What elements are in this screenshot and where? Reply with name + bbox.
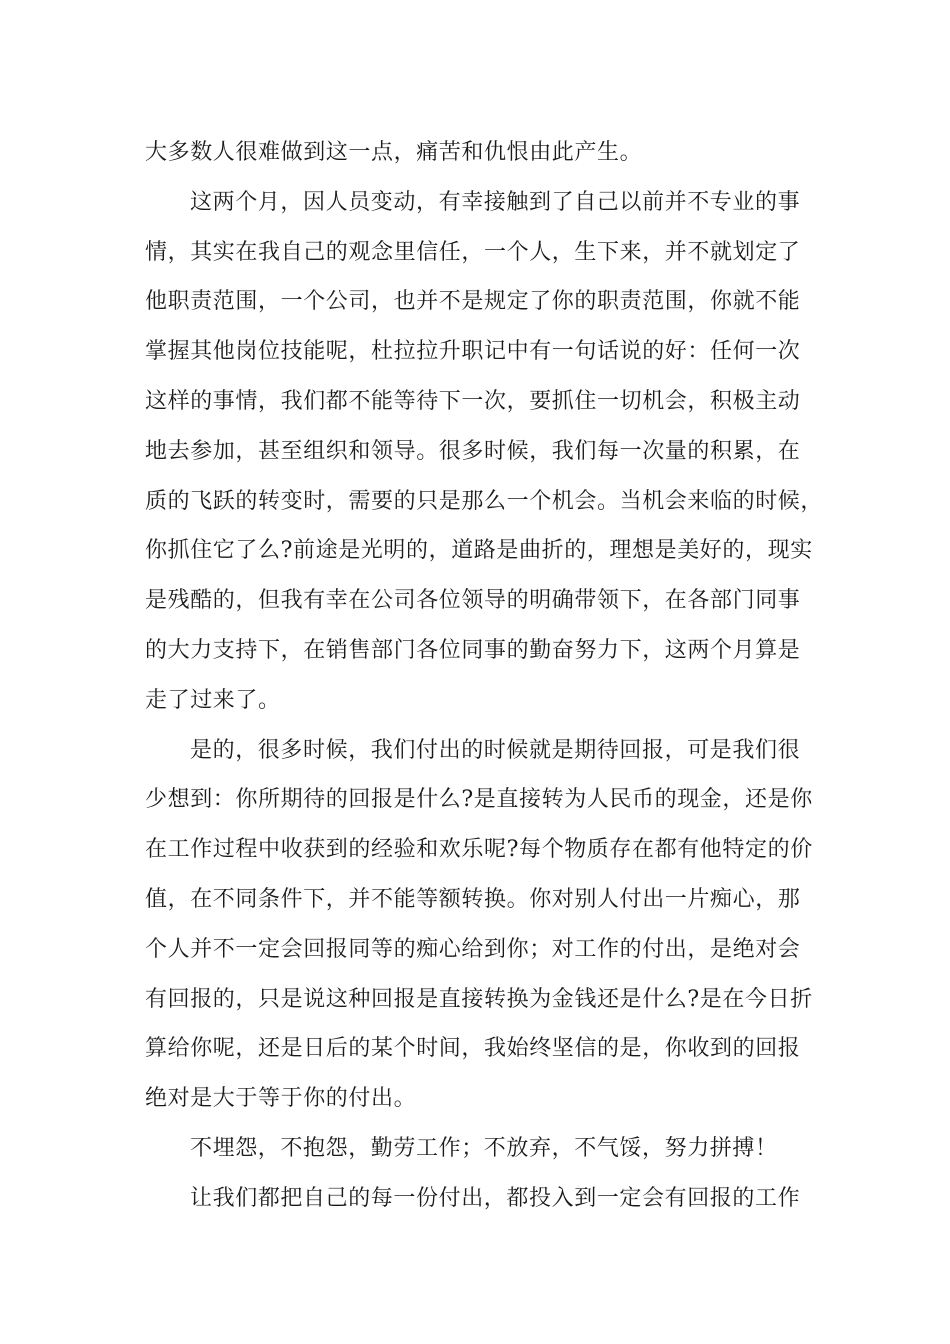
text-line: 走了过来了。 [145, 687, 281, 713]
text-line: 不埋怨，不抱怨，勤劳工作；不放弃，不气馁，努力拼搏！ [190, 1135, 778, 1161]
text-line: 绝对是大于等于你的付出。 [145, 1086, 417, 1112]
document-body [145, 128, 825, 1224]
text-line: 让我们都把自己的每一份付出，都投入到一定会有回报的工作 [190, 1185, 801, 1211]
text-line: 是残酷的，但我有幸在公司各位领导的明确带领下，在各部门同事 [145, 588, 801, 614]
text-line: 算给你呢，还是日后的某个时间，我始终坚信的是，你收到的回报 [145, 1036, 801, 1062]
text-line: 地去参加，甚至组织和领导。很多时候，我们每一次量的积累，在 [145, 438, 801, 464]
text-line: 是的，很多时候，我们付出的时候就是期待回报，可是我们很 [190, 737, 801, 763]
text-line: 大多数人很难做到这一点，痛苦和仇恨由此产生。 [145, 140, 643, 165]
text-line: 有回报的，只是说这种回报是直接转换为金钱还是什么?是在今日折 [145, 986, 813, 1012]
text-line: 掌握其他岗位技能呢，杜拉拉升职记中有一句话说的好：任何一次 [145, 339, 801, 365]
text-line: 个人并不一定会回报同等的痴心给到你；对工作的付出，是绝对会 [145, 936, 801, 962]
text-line: 你抓住它了么?前途是光明的，道路是曲折的，理想是美好的，现实 [145, 538, 813, 564]
text-line: 情，其实在我自己的观念里信任，一个人，生下来，并不就划定了 [145, 239, 801, 265]
text-line: 这两个月，因人员变动，有幸接触到了自己以前并不专业的事 [190, 189, 801, 215]
text-line: 的大力支持下，在销售部门各位同事的勤奋努力下，这两个月算是 [145, 637, 801, 663]
text-line: 质的飞跃的转变时，需要的只是那么一个机会。当机会来临的时候， [145, 488, 824, 514]
text-line: 他职责范围，一个公司，也并不是规定了你的职责范围，你就不能 [145, 289, 801, 315]
text-line: 少想到：你所期待的回报是什么?是直接转为人民币的现金，还是你 [145, 787, 813, 813]
text-line: 这样的事情，我们都不能等待下一次，要抓住一切机会，积极主动 [145, 388, 801, 414]
text-line: 值，在不同条件下，并不能等额转换。你对别人付出一片痴心，那 [145, 886, 801, 912]
text-line: 在工作过程中收获到的经验和欢乐呢?每个物质存在都有他特定的价 [145, 837, 813, 863]
